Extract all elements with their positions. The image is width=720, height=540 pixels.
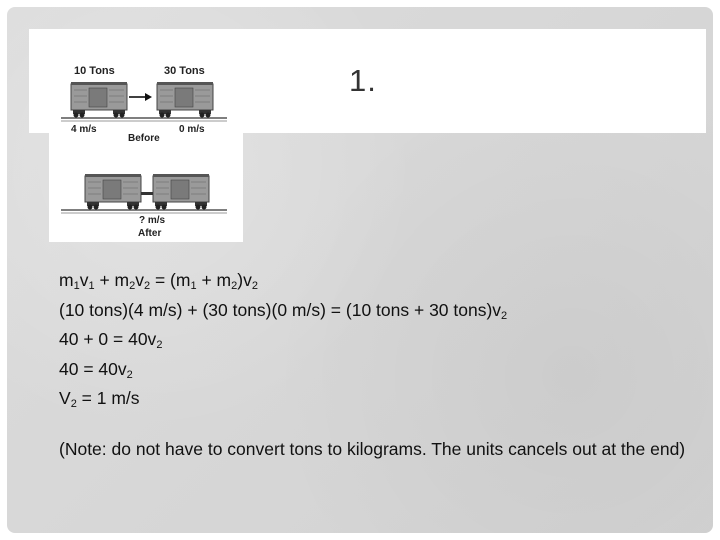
before-label: Before [128, 133, 160, 144]
boxcar-3 [85, 174, 141, 210]
after-velocity-label: ? m/s [139, 215, 166, 226]
train-diagram-svg [49, 52, 243, 242]
train-collision-diagram [49, 52, 243, 242]
coupler [141, 192, 153, 195]
boxcar-1 [71, 82, 127, 118]
note-text: (Note: do not have to convert tons to kilograms. The units cancels out at the end) [59, 439, 686, 459]
equation-line: $40 = 40v_2$ [59, 358, 133, 381]
equation-line: (10 tons)(4 m/s) + (30 tons)(0 m/s) = (10 tons + 30 $tons)v_2$ [59, 299, 508, 322]
car1-velocity-label: 4 m/s [71, 124, 97, 135]
equation-line: $V_2 = 1$ m/s [59, 388, 140, 410]
slide-title: 1. [349, 63, 377, 98]
car2-mass-label: 30 Tons [164, 65, 205, 77]
track-after [61, 210, 227, 213]
arrow-icon [129, 93, 152, 101]
car1-mass-label: 10 Tons [74, 65, 115, 77]
equation-line: $m_1v_1 + m_2v_2 = (m_1 + m_2)v_2$ [59, 270, 258, 292]
boxcar-2 [157, 82, 213, 118]
track-before [61, 118, 227, 121]
after-label: After [138, 228, 162, 239]
equation-block [59, 266, 709, 414]
equation-line: $40 + 0 = 40v_2$ [59, 329, 163, 351]
car2-velocity-label: 0 m/s [179, 124, 205, 135]
slide [7, 7, 713, 533]
boxcar-4 [153, 174, 209, 210]
